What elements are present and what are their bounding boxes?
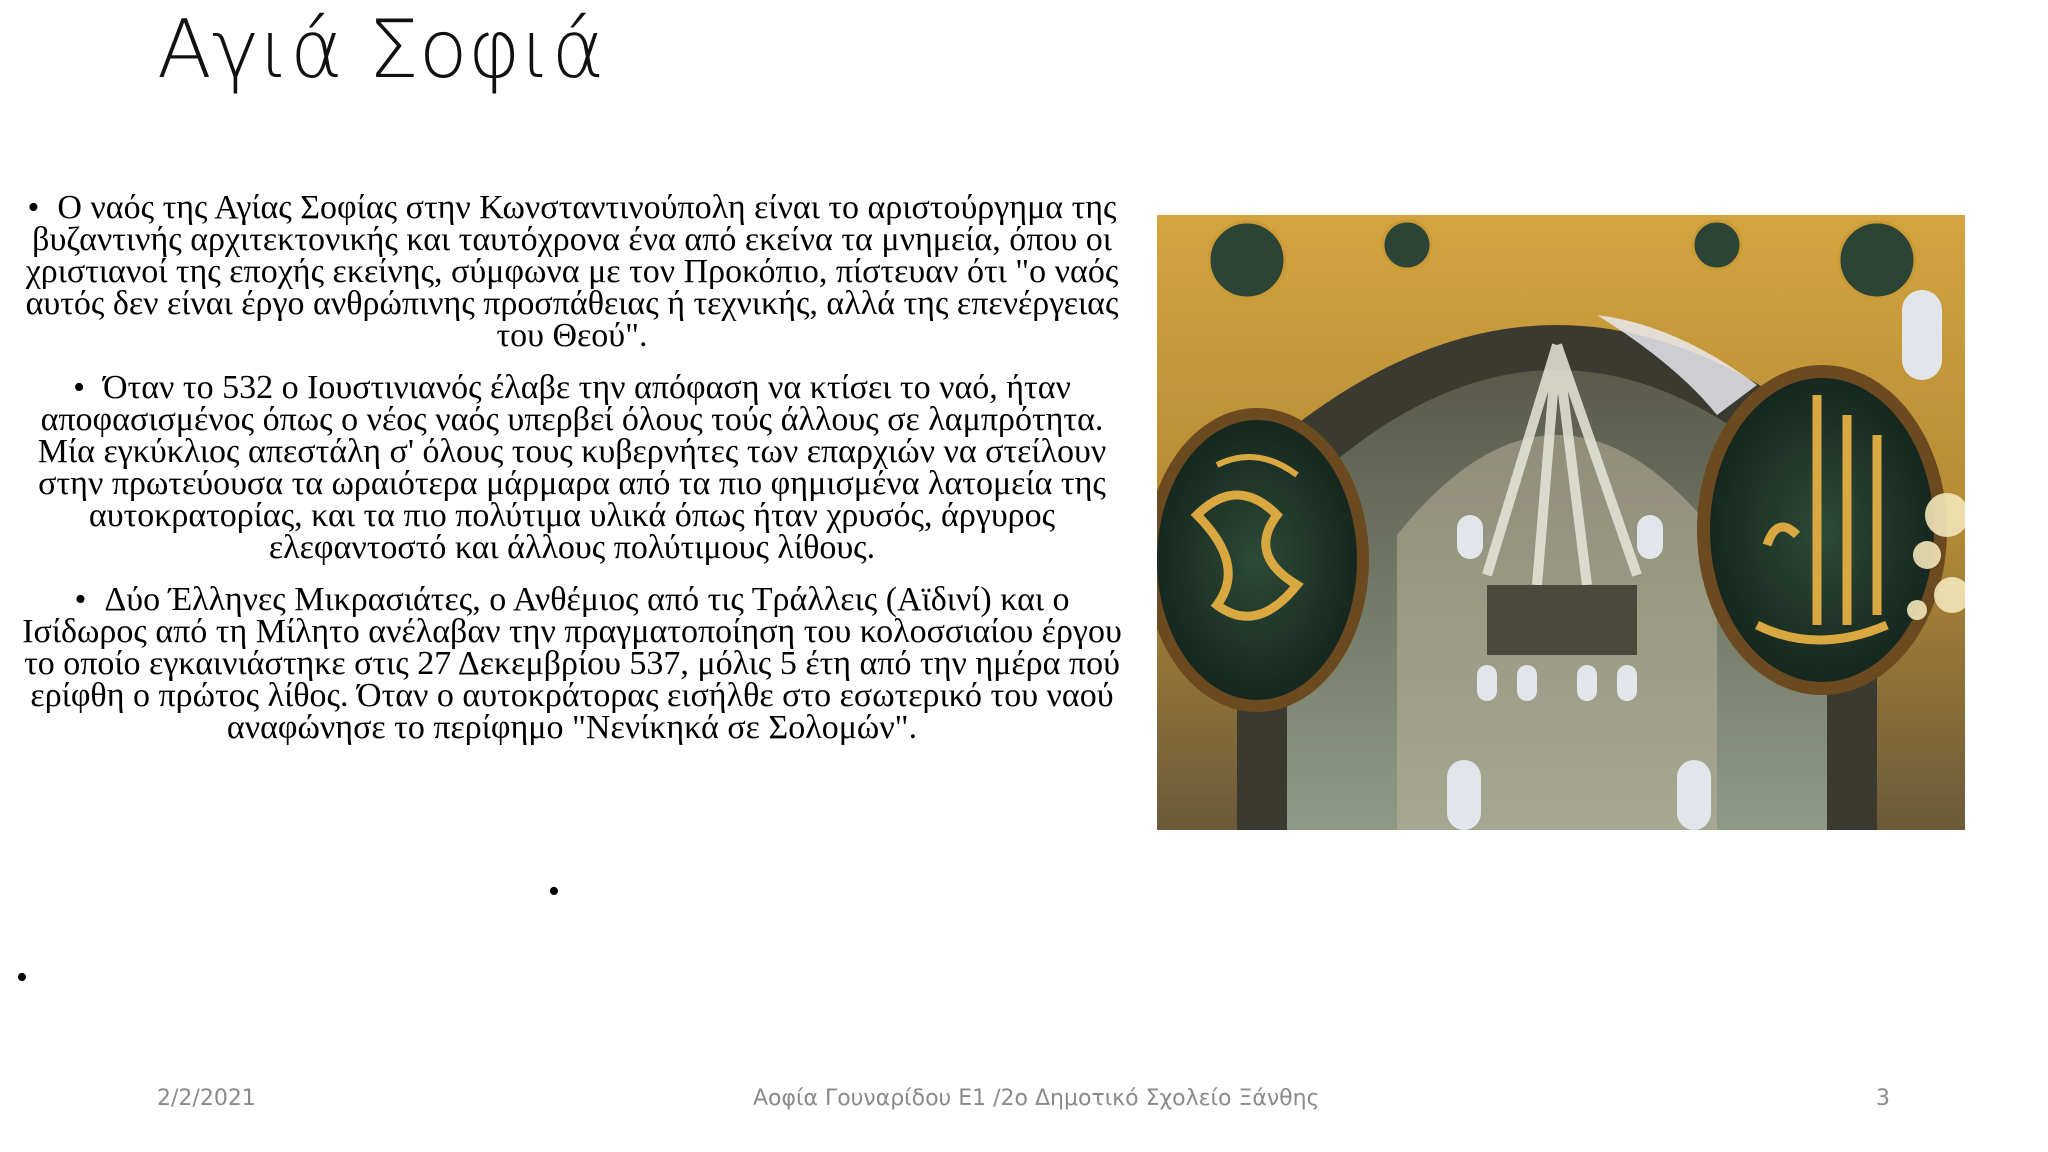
slide-body	[12, 189, 1132, 764]
paragraph-3	[12, 581, 1132, 746]
photo-illustration	[1157, 215, 1965, 830]
paragraph-1-text: Ο ναός της Αγίας Σοφίας στην Κωνσταντινούπολη είναι το αριστούργημα της βυζαντινής αρχιτεκτονικής και ταυτόχρονα ένα από εκείνα τα μνημεία, όπου οι χριστιανοί της εποχής εκείνης, σύμφωνα με τον Προκόπιο, πίστευαν ότι "ο ναός αυτός δεν είναι έργο ανθρώπινης προσπάθειας ή τεχνικής, αλλά της επενέργειας του Θεού".	[25, 189, 1119, 354]
footer-author: Αοφία Γουναρίδου Ε1 /2ο Δημοτικό Σχολείο Ξάνθης	[753, 1086, 1320, 1111]
bullet-2: •	[73, 369, 85, 406]
paragraph-2	[12, 369, 1132, 566]
footer-page-number: 3	[1876, 1086, 1890, 1111]
hagia-sophia-interior-photo	[1157, 215, 1965, 830]
slide-title: Αγιά Σοφιά	[157, 3, 605, 96]
empty-bullet-1: •	[548, 873, 560, 910]
bullet-1: •	[27, 189, 40, 226]
paragraph-3-text: Δύο Έλληνες Μικρασιάτες, ο Ανθέμιος από τις Τράλλεις (Αϊδινί) και ο Ισίδωρος από τη Μίλητο ανέλαβαν την πραγματοποίηση του κολοσσιαίου έργου το οποίο εγκαινιάστηκε στις 27 Δεκεμβρίου 537, μόλις 5 έτη από την ημέρα πού ερίφθη ο πρώτος λίθος. Όταν ο αυτοκράτορας εισήλθε στο εσωτερικό του ναού αναφώνησε το περίφημο "Νενίκηκά σε Σολομών".	[22, 581, 1122, 746]
bullet-3: •	[74, 581, 87, 618]
empty-bullet-2: •	[16, 959, 28, 996]
paragraph-2-text: Όταν το 532 ο Ιουστινιανός έλαβε την απόφαση να κτίσει το ναό, ήταν αποφασισμένος όπως ο νέος ναός υπερβεί όλους τούς άλλους σε λαμπρότητα. Μία εγκύκλιος απεστάλη σ' όλους τους κυβερνήτες των επαρχιών να στείλουν στην πρωτεύουσα τα ωραιότερα μάρμαρα από τα πιο φημισμένα λατομεία της αυτοκρατορίας, και τα πιο πολύτιμα υλικά όπως ήταν χρυσός, άργυρος ελεφαντοστό και άλλους πολύτιμους λίθους.	[37, 369, 1107, 566]
footer-date: 2/2/2021	[157, 1086, 256, 1111]
paragraph-1	[12, 189, 1132, 354]
